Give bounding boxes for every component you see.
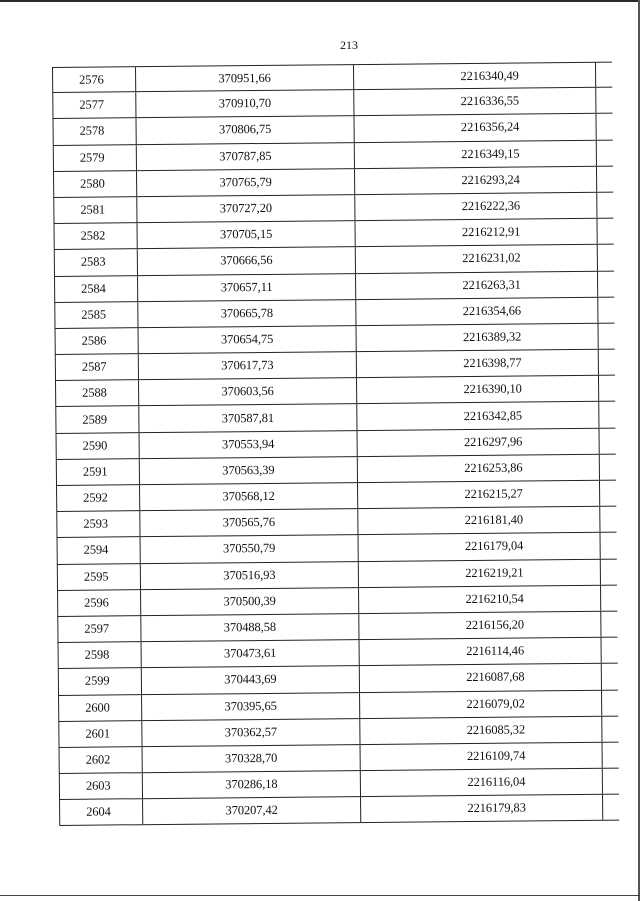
x-coordinate-cell: 370665,78 <box>138 300 356 327</box>
point-number-cell: 2602 <box>59 747 143 773</box>
point-number-cell: 2580 <box>53 171 137 197</box>
point-number-cell: 2603 <box>59 773 143 799</box>
y-coordinate-cell: 2216085,32 <box>360 716 602 744</box>
y-coordinate-cell: 2216336,55 <box>354 88 596 116</box>
x-coordinate-cell: 370395,65 <box>142 693 360 720</box>
point-number-cell: 2598 <box>58 642 142 668</box>
y-coordinate-cell: 2216210,54 <box>359 586 601 614</box>
x-coordinate-cell: 370910,70 <box>136 90 354 117</box>
x-coordinate-cell: 370587,81 <box>139 405 357 432</box>
y-coordinate-cell: 2216181,40 <box>358 507 600 535</box>
point-number-cell: 2582 <box>54 223 138 249</box>
point-number-cell: 2581 <box>53 197 137 223</box>
point-number-cell: 2600 <box>58 695 142 721</box>
y-coordinate-cell: 2216354,66 <box>356 297 598 325</box>
y-coordinate-cell: 2216079,02 <box>360 690 602 718</box>
point-number-cell: 2597 <box>57 616 141 642</box>
y-coordinate-cell: 2216342,85 <box>357 402 599 430</box>
x-coordinate-cell: 370666,56 <box>138 247 356 274</box>
point-number-cell: 2604 <box>59 799 143 825</box>
y-coordinate-cell: 2216349,15 <box>355 140 597 168</box>
point-number-cell: 2592 <box>56 485 140 511</box>
x-coordinate-cell: 370654,75 <box>139 326 357 353</box>
x-coordinate-cell: 370617,73 <box>139 352 357 379</box>
point-number-cell: 2583 <box>54 249 138 275</box>
x-coordinate-cell: 370207,42 <box>143 797 361 824</box>
x-coordinate-cell: 370765,79 <box>137 169 355 196</box>
x-coordinate-cell: 370328,70 <box>143 745 361 772</box>
x-coordinate-cell: 370443,69 <box>142 666 360 693</box>
y-coordinate-cell: 2216087,68 <box>360 664 602 692</box>
x-coordinate-cell: 370553,94 <box>140 431 358 458</box>
point-number-cell: 2599 <box>58 668 142 694</box>
x-coordinate-cell: 370473,61 <box>142 640 360 667</box>
x-coordinate-cell: 370516,93 <box>141 562 359 589</box>
x-coordinate-cell: 370500,39 <box>141 588 359 615</box>
y-coordinate-cell: 2216356,24 <box>354 114 596 142</box>
y-coordinate-cell: 2216263,31 <box>356 271 598 299</box>
y-coordinate-cell: 2216253,86 <box>358 455 600 483</box>
point-number-cell: 2577 <box>52 92 136 118</box>
point-number-cell: 2578 <box>53 119 137 145</box>
x-coordinate-cell: 370657,11 <box>138 274 356 301</box>
point-number-cell: 2586 <box>55 328 139 354</box>
x-coordinate-cell: 370565,76 <box>140 509 358 536</box>
point-number-cell: 2589 <box>55 407 139 433</box>
y-coordinate-cell: 2216340,49 <box>354 63 596 90</box>
point-number-cell: 2595 <box>57 564 141 590</box>
x-coordinate-cell: 370568,12 <box>140 483 358 510</box>
y-coordinate-cell: 2216212,91 <box>355 219 597 247</box>
point-number-cell: 2584 <box>54 276 138 302</box>
scan-edge-bottom <box>0 895 640 896</box>
scan-edge-top <box>0 0 640 2</box>
point-number-cell: 2576 <box>52 67 136 92</box>
x-coordinate-cell: 370727,20 <box>137 195 355 222</box>
x-coordinate-cell: 370488,58 <box>141 614 359 641</box>
y-coordinate-cell: 2216215,27 <box>358 481 600 509</box>
x-coordinate-cell: 370705,15 <box>138 221 356 248</box>
point-number-cell: 2591 <box>56 459 140 485</box>
point-number-cell: 2590 <box>56 433 140 459</box>
y-coordinate-cell: 2216156,20 <box>359 612 601 640</box>
x-coordinate-cell: 370362,57 <box>142 719 360 746</box>
y-coordinate-cell: 2216114,46 <box>360 638 602 666</box>
point-number-cell: 2594 <box>57 538 141 564</box>
x-coordinate-cell: 370286,18 <box>143 771 361 798</box>
coordinates-table <box>52 62 619 827</box>
page-number: 213 <box>340 38 358 52</box>
point-number-cell: 2585 <box>54 302 138 328</box>
y-coordinate-cell: 2216219,21 <box>359 559 601 587</box>
y-coordinate-cell: 2216109,74 <box>361 743 603 771</box>
y-coordinate-cell: 2216231,02 <box>356 245 598 273</box>
x-coordinate-cell: 370603,56 <box>139 378 357 405</box>
point-number-cell: 2579 <box>53 145 137 171</box>
x-coordinate-cell: 370787,85 <box>137 143 355 170</box>
y-coordinate-cell: 2216179,04 <box>359 533 601 561</box>
y-coordinate-cell: 2216389,32 <box>356 324 598 352</box>
point-number-cell: 2588 <box>55 380 139 406</box>
x-coordinate-cell: 370951,66 <box>136 65 354 91</box>
x-coordinate-cell: 370550,79 <box>141 535 359 562</box>
point-number-cell: 2601 <box>58 721 142 747</box>
y-coordinate-cell: 2216297,96 <box>358 428 600 456</box>
point-number-cell: 2587 <box>55 354 139 380</box>
y-coordinate-cell: 2216116,04 <box>361 769 603 797</box>
y-coordinate-cell: 2216390,10 <box>357 376 599 404</box>
y-coordinate-cell: 2216222,36 <box>355 193 597 221</box>
y-coordinate-cell: 2216179,83 <box>361 795 603 823</box>
y-coordinate-cell: 2216293,24 <box>355 167 597 195</box>
point-number-cell: 2596 <box>57 590 141 616</box>
y-coordinate-cell: 2216398,77 <box>357 350 599 378</box>
table-row <box>59 795 619 827</box>
x-coordinate-cell: 370563,39 <box>140 457 358 484</box>
x-coordinate-cell: 370806,75 <box>136 116 354 143</box>
point-number-cell: 2593 <box>56 511 140 537</box>
